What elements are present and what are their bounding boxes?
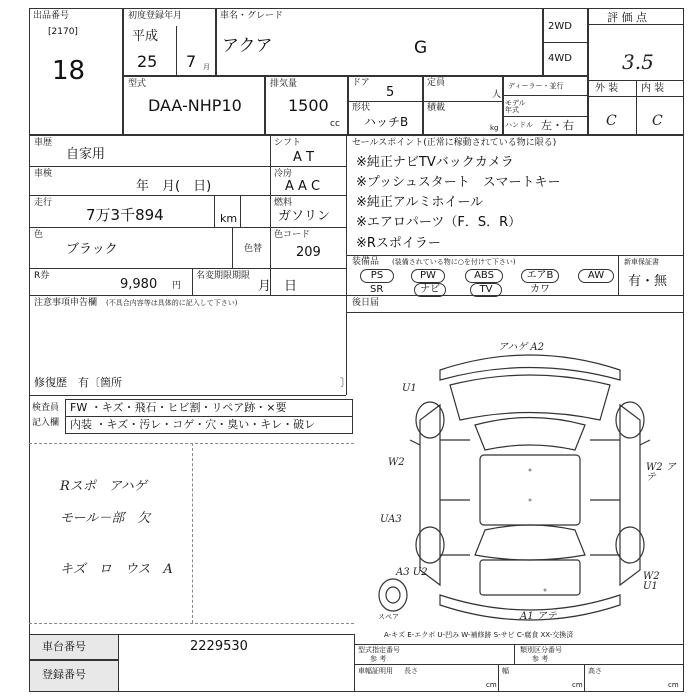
drive-2wd: 2WD	[548, 21, 572, 32]
reg-label: 登録番号	[42, 668, 86, 681]
shape: ハッチB	[364, 115, 409, 129]
score-label: 評 価 点	[607, 11, 647, 24]
sales-point-1: ※純正ナビTVバックカメラ	[356, 155, 514, 170]
load-unit: kg	[490, 124, 499, 132]
fuel: ガソリン	[278, 209, 331, 224]
km-unit: km	[220, 212, 238, 225]
diagram-mark-w2u1-right: W2 U1	[643, 571, 660, 592]
repair-end: 〕	[340, 376, 351, 389]
sales-points-title: セールスポイント(正常に稼動されている物に限る)	[352, 138, 557, 148]
color-label: 色	[34, 230, 44, 240]
color: ブラック	[66, 242, 118, 257]
after-label: 後日届	[352, 298, 380, 308]
era: 平成	[132, 29, 159, 44]
equipment-title: 装備品	[352, 257, 380, 267]
warranty: 有・無	[628, 274, 668, 289]
inspection-label: 車検	[34, 169, 53, 179]
fuel-label: 燃料	[274, 198, 293, 208]
capacity-unit: 人	[492, 90, 502, 100]
displacement: 1500	[288, 96, 329, 115]
handle: 左・右	[541, 119, 574, 132]
equip-pw: PW	[411, 269, 445, 283]
yen-unit: 円	[172, 281, 182, 291]
drive-4wd: 4WD	[548, 53, 572, 64]
notes-label: 注意事項申告欄	[34, 298, 98, 308]
car-name-label: 車名・グレード	[220, 11, 284, 21]
lot-no-label: 出品番号	[33, 11, 70, 21]
equip-ps: PS	[360, 269, 394, 283]
displacement-label: 排気量	[270, 79, 298, 89]
lot-number: 18	[52, 56, 86, 86]
equip-leather: カワ	[530, 284, 550, 295]
interior-label: 内 装	[641, 83, 665, 94]
model: DAA-NHP10	[148, 96, 242, 115]
diagram-mark-w2-left: W2	[388, 457, 405, 468]
equip-aw: AW	[578, 269, 614, 283]
door-label: ドア	[352, 78, 370, 88]
interior-grade: C	[652, 113, 663, 129]
recolor-label: 色替	[244, 244, 263, 254]
grade: G	[414, 38, 428, 58]
reg-month: 7	[186, 52, 197, 71]
doors: 5	[386, 85, 395, 100]
chassis-label: 車台番号	[42, 640, 86, 653]
chassis-no: 2229530	[190, 639, 248, 654]
equip-tv: TV	[470, 283, 502, 297]
diagram-mark-a3u2: A3 U2	[396, 567, 428, 578]
diagram-mark-w2-right: W2 アテ	[646, 462, 676, 483]
equip-sr: SR	[370, 284, 384, 295]
reg-year: 25	[137, 52, 158, 71]
equip-navi: ナビ	[414, 283, 446, 297]
exterior-label: 外 装	[595, 83, 619, 94]
inspector-row-1: FW ・キズ・飛石・ヒビ割・リペア跡・×要	[70, 401, 287, 414]
sales-point-2: ※プッシュスタート スマートキー	[356, 175, 561, 190]
inspector-label-1: 検査員	[32, 403, 60, 413]
equipment-note: (装備されている物に○を付けて下さい)	[392, 258, 516, 266]
hand-note-1: Rスポ アハゲ	[60, 479, 147, 494]
warranty-label: 新車保証書	[624, 258, 659, 266]
equip-airbag: エアB	[521, 269, 559, 283]
month-unit: 月	[203, 63, 210, 71]
diagram-mark-u1-left: U1	[402, 383, 417, 394]
recycle-label: R券	[34, 271, 50, 281]
ref-label-2: 参 考	[532, 655, 549, 663]
shift-label: シフト	[274, 138, 302, 148]
shape-label: 形状	[352, 103, 371, 113]
load-label: 積載	[427, 103, 446, 113]
color-code-label: 色コード	[274, 230, 311, 240]
hand-note-2: モール－部 欠	[60, 511, 151, 526]
diagram-spare-label: スペア	[378, 613, 399, 621]
dealer-label: ディーラー・並行	[508, 82, 564, 90]
mileage-label: 走行	[34, 198, 53, 208]
car-name: アクア	[222, 36, 273, 56]
ac-label: 冷房	[274, 169, 293, 179]
sales-point-4: ※エアロパーツ（F．S．R）	[356, 215, 522, 230]
inspector-label-2: 記入欄	[32, 418, 60, 428]
exterior-grade: C	[606, 113, 617, 129]
height-cm: cm	[668, 681, 679, 689]
diagram-mark-rear: A1 アテ	[520, 611, 557, 622]
diagram-mark-ua3: UA3	[380, 514, 402, 525]
shift: A T	[293, 150, 314, 165]
equip-abs: ABS	[465, 269, 503, 283]
damage-legend: A-キズ E-エクボ U-凹み W-補修跡 S-サビ C-腐食 XX-交換済	[384, 631, 574, 639]
handle-label: ハンドル	[505, 121, 533, 129]
sales-point-5: ※Rスポイラー	[356, 236, 441, 251]
size-label: 車幅証明用	[358, 667, 393, 675]
length-label: 長さ	[404, 667, 418, 675]
diagram-mark-front: アハゲ A2	[498, 342, 544, 353]
length-cm: cm	[486, 681, 497, 689]
cert-label-2: 類別区分番号	[520, 646, 562, 654]
hand-note-3: キズ ロ ウス A	[60, 562, 173, 577]
height-label: 高さ	[588, 667, 602, 675]
recycle-fee: 9,980	[120, 277, 158, 292]
mileage: 7万3千894	[86, 206, 164, 224]
inspector-row-2: 内装 ・キズ・汚レ・コゲ・穴・臭い・キレ・破レ	[70, 418, 316, 431]
model-year-label: モデル年式	[505, 99, 526, 114]
inspection-value: 年 月( 日)	[136, 179, 212, 194]
repair-label: 修復歴 有〔箇所	[34, 376, 122, 389]
width-label: 幅	[502, 667, 509, 675]
history-label: 車歴	[34, 138, 53, 148]
sales-point-3: ※純正アルミホイール	[356, 195, 484, 210]
cc-unit: cc	[330, 119, 340, 129]
color-code: 209	[296, 245, 321, 260]
ac: A A C	[285, 179, 321, 194]
period-value: 月 日	[258, 279, 298, 294]
ref-label-1: 参 考	[370, 655, 387, 663]
width-cm: cm	[572, 681, 583, 689]
history: 自家用	[66, 147, 106, 162]
period-label: 名変期限期限	[196, 271, 251, 281]
first-reg-label: 初度登録年月	[128, 11, 183, 21]
model-label: 型式	[128, 79, 147, 89]
score: 3.5	[622, 50, 654, 74]
cert-label-1: 型式指定番号	[358, 646, 400, 654]
lot-code: [2170]	[48, 27, 78, 37]
notes-sub: (不具合内容等は具体的に記入して下さい)	[106, 299, 238, 307]
capacity-label: 定員	[427, 78, 446, 88]
